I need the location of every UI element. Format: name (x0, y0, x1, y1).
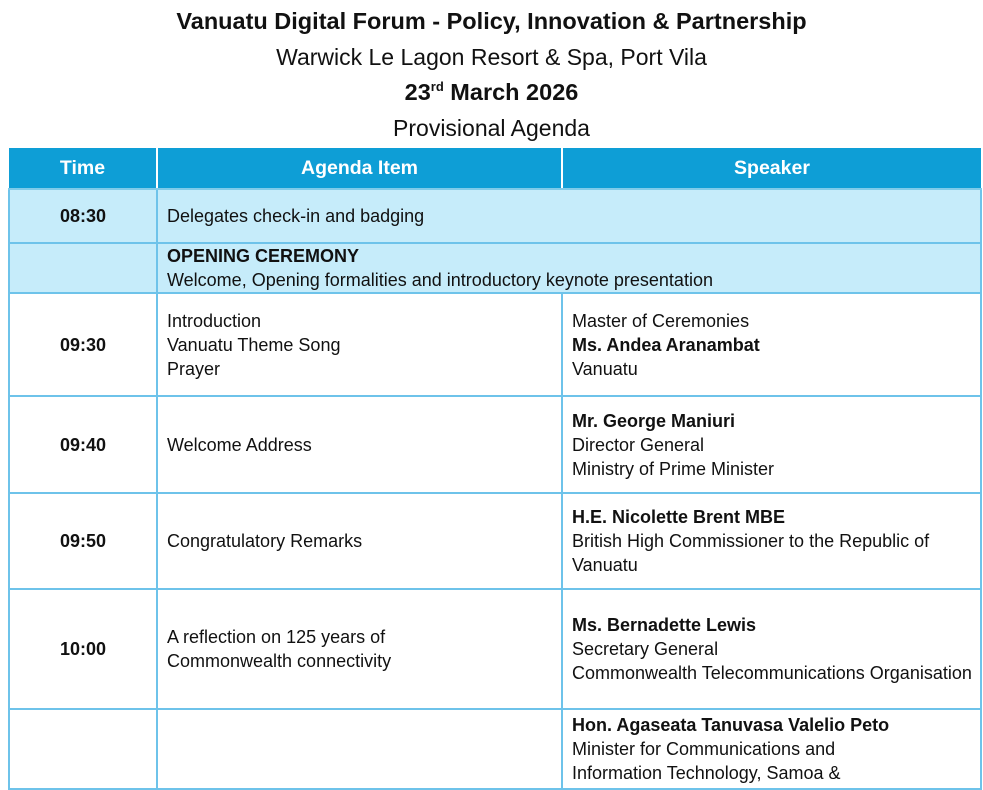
table-row (9, 589, 981, 709)
row-speaker (562, 293, 981, 396)
row-speaker (562, 709, 981, 789)
date-day: 23 (404, 79, 431, 105)
row-time: 09:50 (9, 493, 157, 589)
row-speaker (562, 589, 981, 709)
speaker-detail: Secretary General (572, 639, 719, 659)
speaker-name: Ms. Bernadette Lewis (572, 615, 757, 635)
speaker-detail: British High Commissioner to the Republic of Vanuatu (572, 531, 930, 575)
table-row (9, 293, 981, 396)
row-time (9, 709, 157, 789)
speaker-role: Master of Ceremonies (572, 310, 750, 331)
section-cell (157, 243, 981, 293)
speaker-detail: Minister for Communications and (572, 739, 836, 759)
table-header-row (9, 148, 981, 189)
speaker-detail: Vanuatu (572, 358, 638, 379)
row-agenda-item (157, 293, 562, 396)
row-time: 10:00 (9, 589, 157, 709)
row-speaker (562, 493, 981, 589)
event-venue: Warwick Le Lagon Resort & Spa, Port Vila (276, 44, 707, 70)
row-time: 08:30 (9, 189, 157, 243)
agenda-table (8, 148, 982, 790)
item-line: Introduction (167, 310, 262, 331)
table-row (9, 189, 981, 243)
speaker-detail: Director General (572, 434, 705, 455)
row-agenda-item: Delegates check-in and badging (157, 189, 981, 243)
event-date (0, 77, 983, 107)
table-row-section (9, 243, 981, 293)
speaker-detail: Commonwealth Telecommunications Organisation (572, 663, 972, 683)
item-line: Vanuatu Theme Song (167, 334, 341, 355)
table-row (9, 493, 981, 589)
row-time: 09:30 (9, 293, 157, 396)
row-time (9, 243, 157, 293)
column-header-speaker: Speaker (562, 148, 981, 189)
item-line: A reflection on 125 years of (167, 627, 386, 647)
row-agenda-item (157, 709, 562, 789)
date-rest: March 2026 (443, 79, 579, 105)
event-title: Vanuatu Digital Forum - Policy, Innovation & Partnership (176, 8, 807, 34)
speaker-name: Hon. Agaseata Tanuvasa Valelio Peto (572, 715, 890, 735)
section-heading: OPENING CEREMONY (167, 246, 360, 266)
row-speaker (562, 396, 981, 493)
agenda-subtitle: Provisional Agenda (393, 115, 590, 141)
speaker-name: Ms. Andea Aranambat (572, 334, 760, 355)
row-time: 09:40 (9, 396, 157, 493)
table-row (9, 709, 981, 789)
row-agenda-item: Congratulatory Remarks (157, 493, 562, 589)
section-description: Welcome, Opening formalities and introductory keynote presentation (167, 270, 713, 290)
speaker-detail: Information Technology, Samoa & (572, 763, 841, 783)
row-agenda-item: Welcome Address (157, 396, 562, 493)
item-line: Commonwealth connectivity (167, 651, 392, 671)
speaker-detail: Ministry of Prime Minister (572, 458, 775, 479)
speaker-name: H.E. Nicolette Brent MBE (572, 507, 786, 527)
column-header-agenda-item: Agenda Item (157, 148, 562, 189)
table-row (9, 396, 981, 493)
date-suffix: rd (430, 79, 444, 94)
row-agenda-item (157, 589, 562, 709)
column-header-time: Time (9, 148, 157, 189)
speaker-name: Mr. George Maniuri (572, 410, 736, 431)
item-line: Prayer (167, 358, 221, 379)
